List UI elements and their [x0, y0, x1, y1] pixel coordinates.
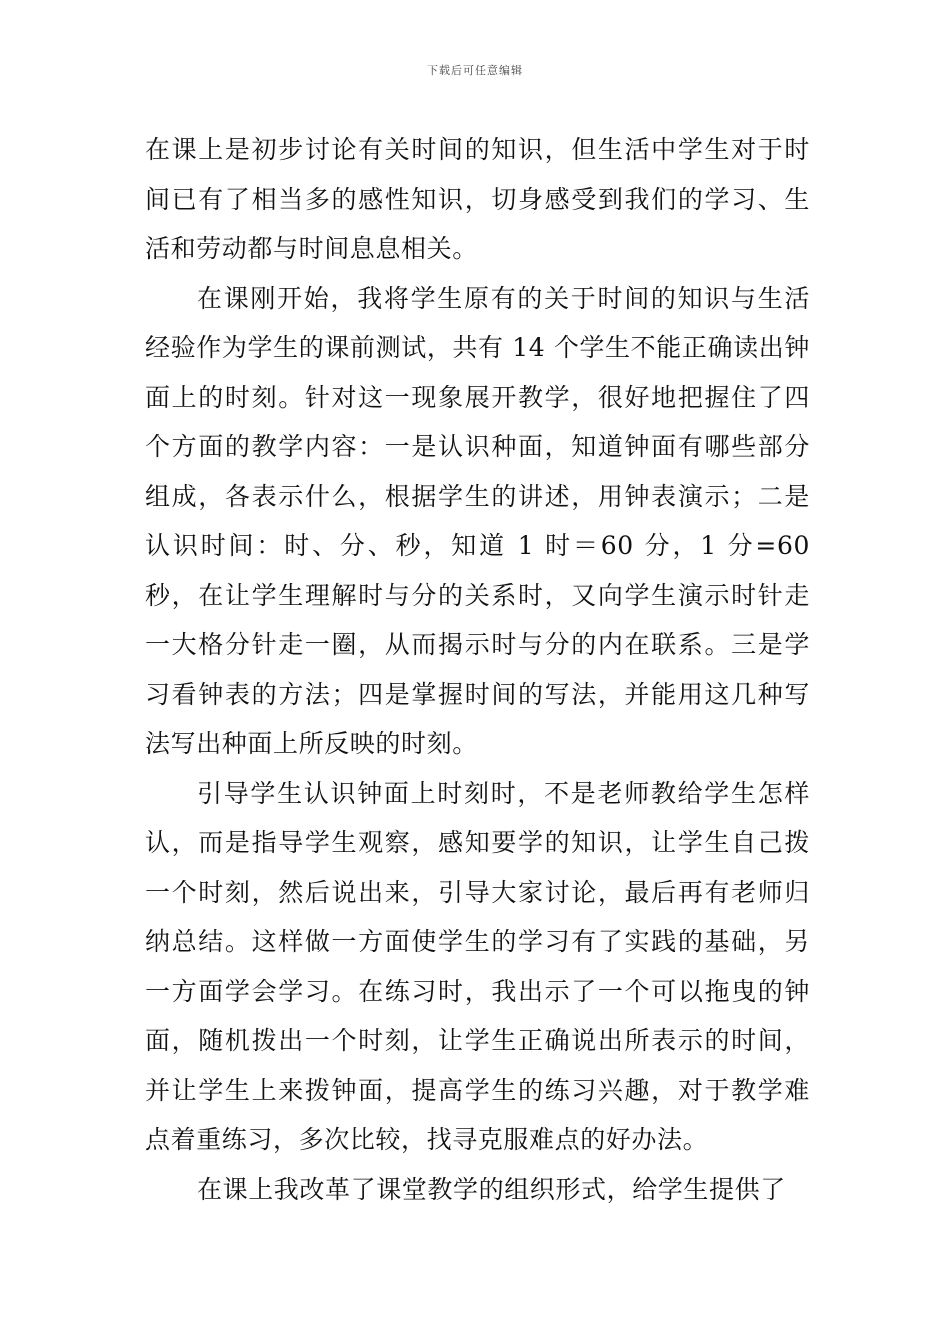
paragraph-2: 在课刚开始，我将学生原有的关于时间的知识与生活经验作为学生的课前测试，共有 14 个学生不能正确读出钟面上的时刻。针对这一现象展开教学，很好地把握住了四个方面的教学内容：一是认识种面，知道钟面有哪些部分组成，各表示什么，根据学生的讲述，用钟表演示；二是认识时间：时、分、秒，知道 1 时＝60 分，1 分=60 秒，在让学生理解时与分的关系时，又向学生演示时针走一大格分针走一圈，从而揭示时与分的内在联系。三是学习看钟表的方法；四是掌握时间的写法，并能用这几种写法写出种面上所反映的时刻。 — [145, 283, 810, 758]
paragraph-1: 在课上是初步讨论有关时间的知识，但生活中学生对于时间已有了相当多的感性知识，切身感受到我们的学习、生活和劳动都与时间息息相关。 — [145, 135, 810, 263]
page-header: 下载后可任意编辑 — [427, 64, 523, 77]
paragraph-3: 引导学生认识钟面上时刻时，不是老师教给学生怎样认，而是指导学生观察，感知要学的知识，让学生自己拨一个时刻，然后说出来，引导大家讨论，最后再有老师归纳总结。这样做一方面使学生的学习有了实践的基础，另一方面学会学习。在练习时，我出示了一个可以拖曳的钟面，随机拨出一个时刻，让学生正确说出所表示的时间，并让学生上来拨钟面，提高学生的练习兴趣，对于教学难点着重练习，多次比较，找寻克服难点的好办法。 — [145, 778, 810, 1154]
document-body — [145, 125, 810, 1214]
paragraph-4: 在课上我改革了课堂教学的组织形式，给学生提供了 — [197, 1174, 786, 1204]
